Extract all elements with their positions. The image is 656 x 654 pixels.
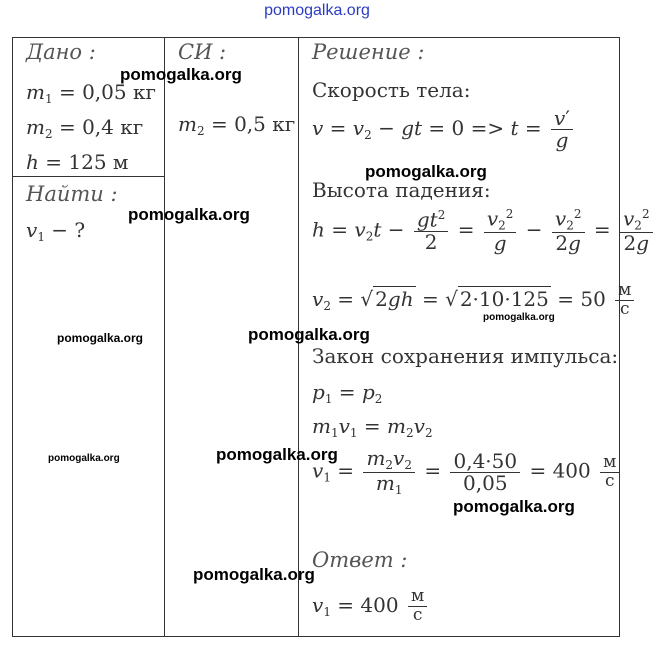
watermark: pomogalka.org — [57, 331, 144, 345]
given-h: h = 125 м — [26, 150, 129, 174]
column-divider-1 — [164, 38, 165, 636]
speed-formula: $v = v_2$ − gt = 0 => t = $\frac{v'}{g}$ — [312, 108, 576, 151]
height-formula: $h = v_2t$ − $\frac{gt^2}{2}$ = $\frac{v_2^2}{g}$ − $\frac{v_2^2}{2g}$ = $\frac{v_2^2}{2g}$ — [312, 208, 656, 254]
find-header: Найти : — [26, 182, 118, 206]
answer-header: Ответ : — [312, 548, 408, 572]
si-header: СИ : — [178, 40, 227, 64]
watermark: pomogalka.org — [453, 497, 575, 516]
momentum-title: Закон сохранения импульса: — [312, 344, 619, 368]
find-v1: $v_1$ − ? — [26, 218, 86, 244]
watermark: pomogalka.org — [483, 312, 555, 323]
watermark: pomogalka.org — [365, 162, 487, 181]
given-m2: $m_2 = 0,4$ кг — [26, 115, 144, 141]
watermark: pomogalka.org — [193, 565, 315, 584]
watermark: pomogalka.org — [128, 205, 250, 224]
si-m2: $m_2 = 0,5$ кг — [178, 112, 296, 138]
answer-v1: $v_1 = 400$ $\frac{м}{с}$ — [312, 588, 430, 625]
speed-title: Скорость тела: — [312, 78, 471, 102]
momentum-eq2: $m_1v_1 = m_2v_2$ — [312, 414, 433, 440]
given-find-divider — [13, 176, 164, 177]
watermark: pomogalka.org — [248, 325, 370, 344]
height-title: Высота падения: — [312, 178, 491, 202]
watermark: pomogalka.org — [48, 453, 120, 464]
momentum-eq1: $p_1 = p_2$ — [312, 380, 383, 406]
v1-formula: $v_1$ = $\frac{m_2v_2}{m_1}$ = $\frac{0,4\cdot 50}{0,05}$ = 400 $\frac{м}{с}$ — [312, 448, 622, 496]
top-watermark: pomogalka.org — [264, 2, 370, 19]
v2-formula: $v_2$ = √ 2gh = √ 2·10·125 = 50 $\frac{м}{с}$ — [312, 282, 637, 319]
watermark: pomogalka.org — [120, 65, 242, 84]
solution-header: Решение : — [312, 40, 425, 64]
watermark: pomogalka.org — [216, 445, 338, 464]
given-m1: $m_1 = 0,05$ кг — [26, 80, 156, 106]
given-header: Дано : — [26, 40, 96, 64]
